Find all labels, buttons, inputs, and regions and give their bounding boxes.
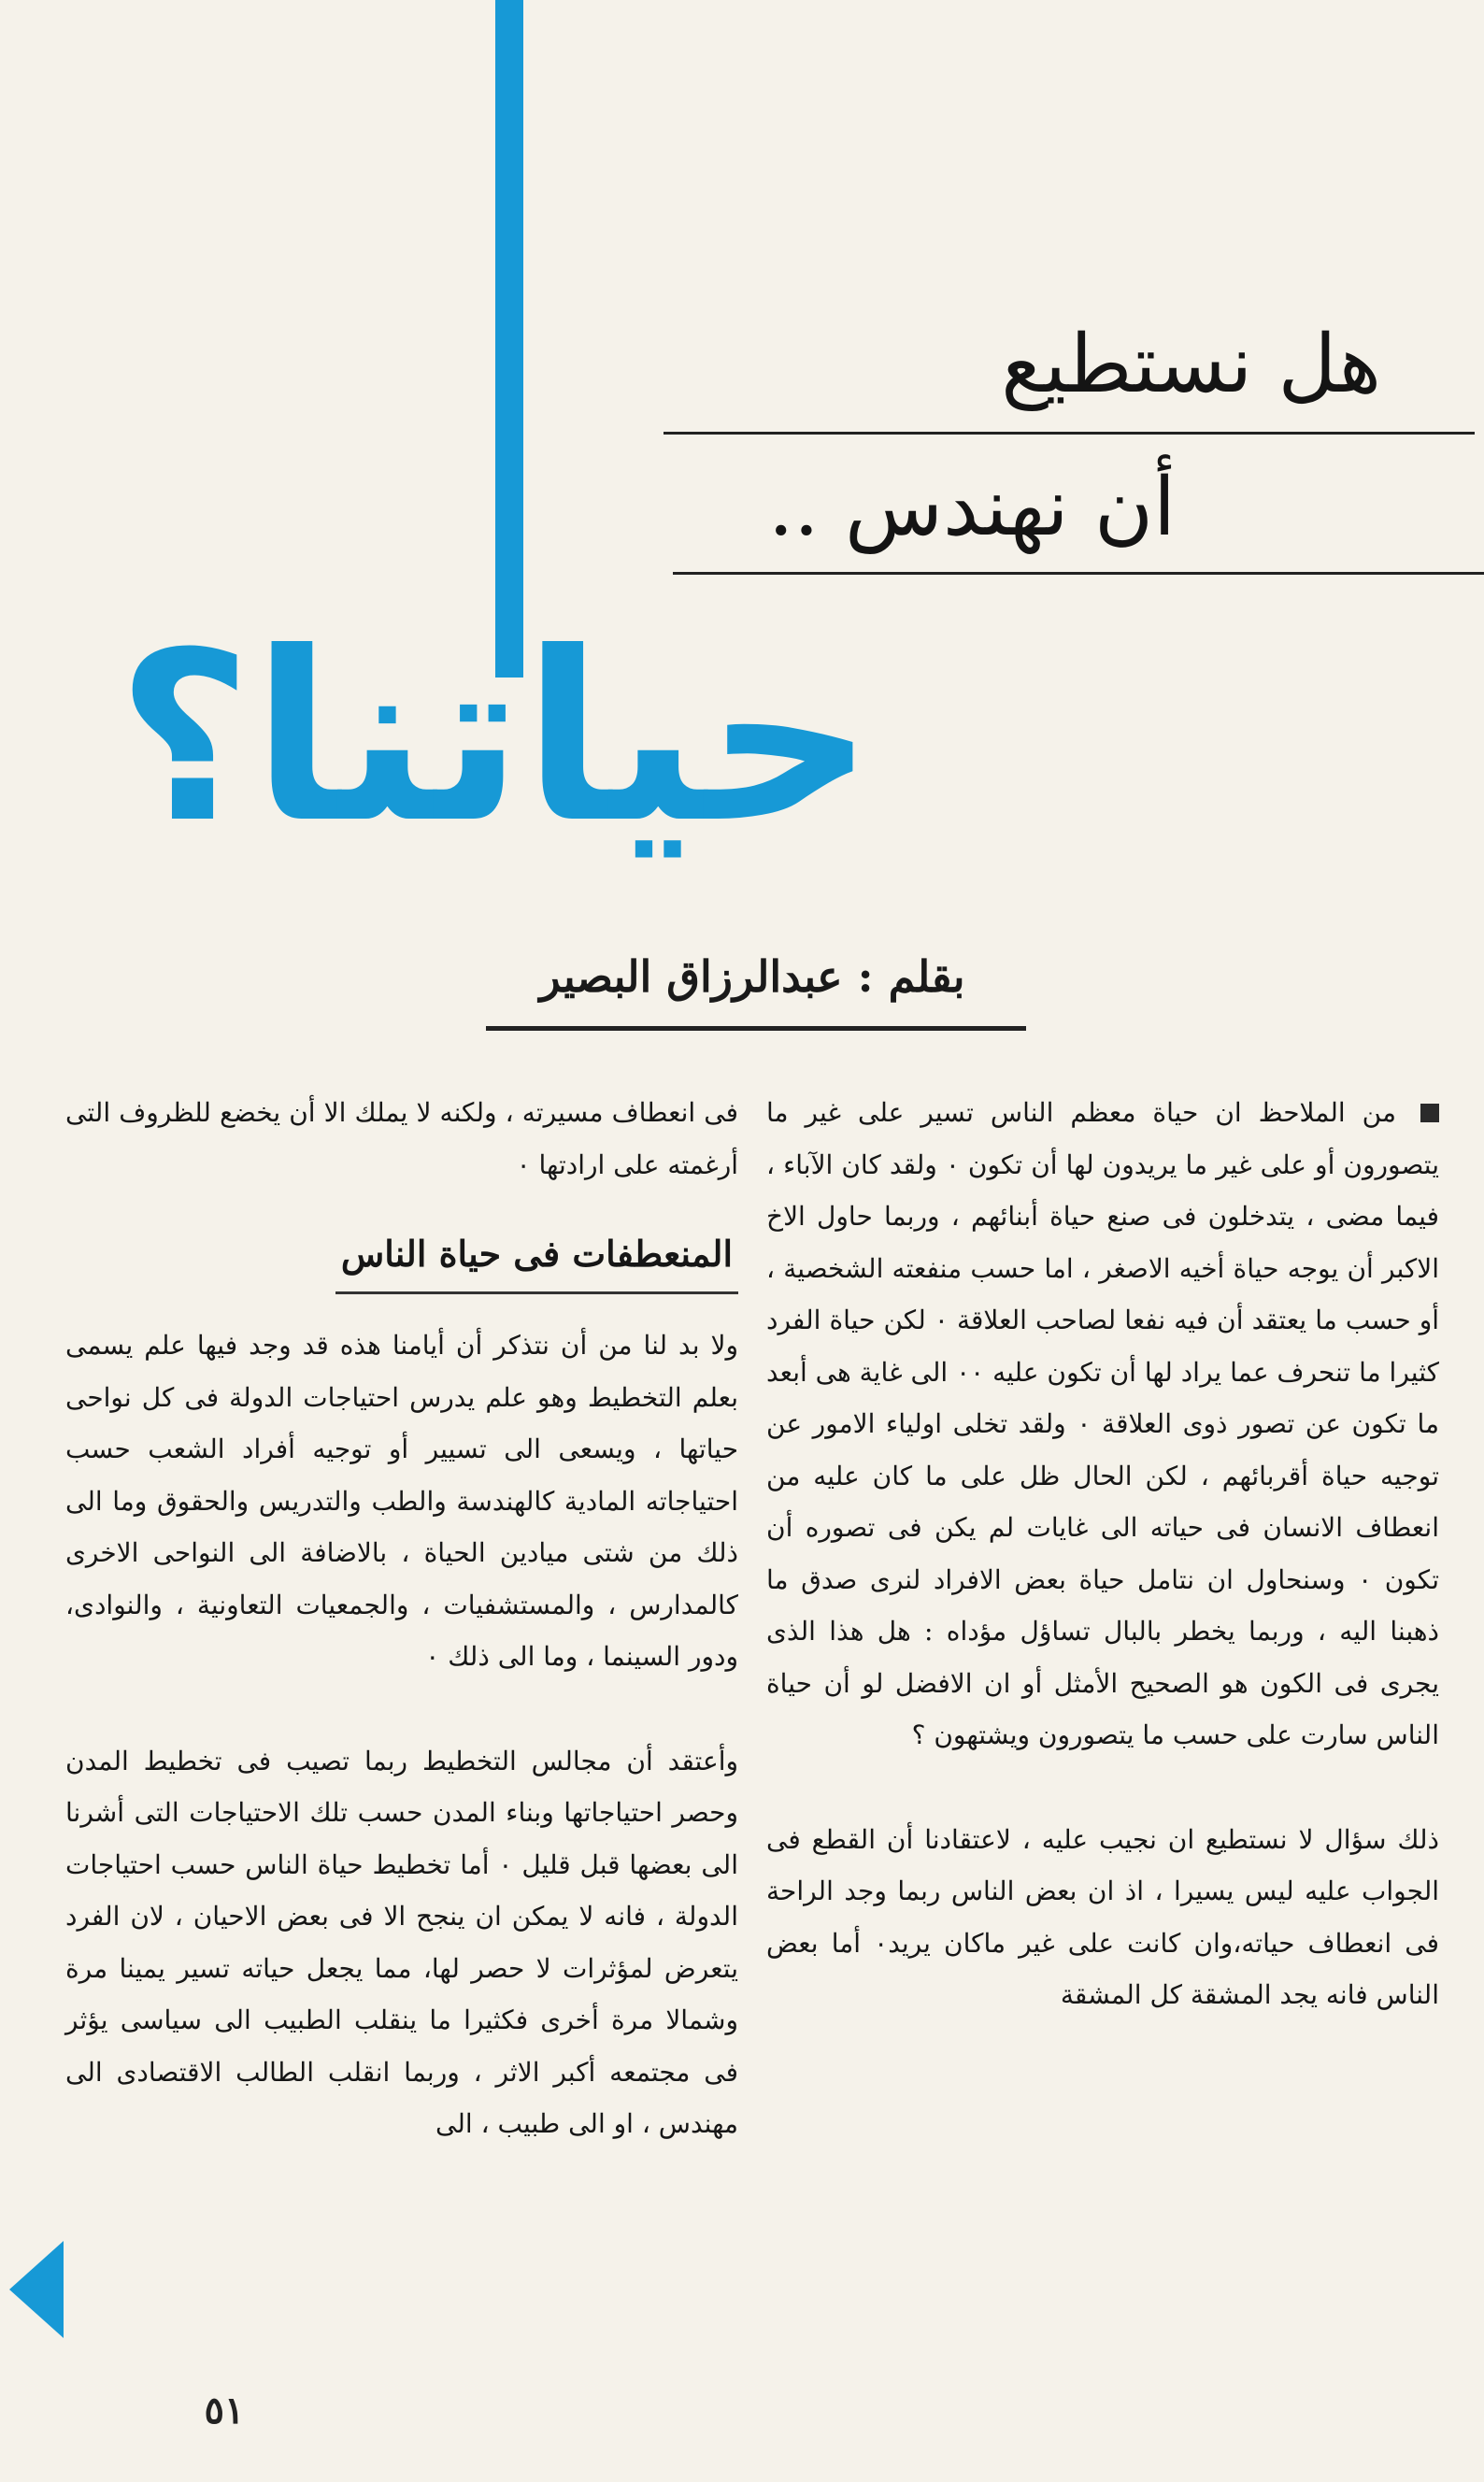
paragraph: وأعتقد أن مجالس التخطيط ربما تصيب فى تخطيط المدن وحصر احتياجاتها وبناء المدن حسب تلك الاحتياجات التى أشرنا الى بعضها قبل قليل ٠ أما تخطيط حياة الناس حسب احتياجات الدولة ، فانه لا يمكن ان ينجح الا فى بعض الاحيان ، لان الفرد يتعرض لمؤثرات لا حصر لها، مما يجعل حياته تسير يمينا مرة وشمالا مرة أخرى فكثيرا ما ينقلب الطبيب الى سياسى يؤثر فى مجتمعه أكبر الاثر ، وربما انقلب الطالب الاقتصادى الى مهندس ، او الى طبيب ، الى (65, 1745, 738, 2139)
title-line-1: هل نستطيع (1001, 318, 1381, 411)
left-arrow-icon (9, 2241, 64, 2338)
title-main-word: حياتنا؟ (116, 602, 875, 874)
decorative-blue-bar (495, 0, 523, 678)
title-line-2: أن نهندس .. (767, 461, 1176, 554)
paragraph: فى انعطاف مسيرته ، ولكنه لا يملك الا أن يخضع للظروف التى أرغمته على ارادتها ٠ (65, 1097, 738, 1180)
subheading-block (65, 1226, 738, 1306)
paragraph (766, 1087, 1439, 1762)
byline-underline (486, 1026, 1026, 1031)
title-rule-2 (673, 572, 1484, 575)
author-byline: بقلم : عبدالرزاق البصير (539, 951, 965, 1002)
section-subheading: المنعطفات فى حياة الناس (335, 1226, 738, 1294)
paragraph: ذلك سؤال لا نستطيع ان نجيب عليه ، لاعتقادنا أن القطع فى الجواب عليه ليس يسيرا ، اذ ان بعض الناس ربما وجد الراحة فى انعطاف حياته،وان كانت على غير ماكان يريد٠ أما بعض الناس فانه يجد المشقة كل المشقة (766, 1823, 1439, 2010)
left-text-column (65, 1087, 738, 2150)
paragraph-text: من الملاحظ ان حياة معظم الناس تسير على غير ما يتصورون أو على غير ما يريدون لها أن تكون ٠ ولقد كان الآباء ، فيما مضى ، يتدخلون فى صنع حياة أبنائهم ، وربما حاول الاخ الاكبر أن يوجه حياة أخيه الاصغر ، اما حسب منفعته الشخصية ، أو حسب ما يعتقد أن فيه نفعا لصاحب العلاقة ٠ لكن حياة الفرد كثيرا ما تنحرف عما يراد لها أن تكون عليه ٠٠ الى غاية هى أبعد ما تكون عن تصور ذوى العلاقة ٠ ولقد تخلى اولياء الامور عن توجيه حياة أقربائهم ، لكن الحال ظل على ما كان عليه من انعطاف الانسان فى حياته الى غايات لم يكن فى تصوره أن تكون ٠ وسنحاول ان نتامل حياة بعض الافراد لنرى صدق ما ذهبنا اليه ، وربما يخطر بالبال تساؤل مؤداه : هل هذا الذى يجرى فى الكون هو الصحيح الأمثل أو ان الافضل لو أن حياة الناس سارت على حسب ما يتصورون ويشتهون ؟ (765, 1097, 1440, 1750)
title-rule-1 (664, 432, 1475, 435)
right-text-column (766, 1087, 1439, 2021)
page-number: ٥١ (204, 2389, 245, 2432)
square-bullet-icon (1420, 1104, 1439, 1122)
paragraph: ولا بد لنا من أن نتذكر أن أيامنا هذه قد وجد فيها علم يسمى بعلم التخطيط وهو علم يدرس احتياجات الدولة فى كل نواحى حياتها ، ويسعى الى تسيير أو توجيه أفراد الشعب حسب احتياجاته المادية كالهندسة والطب والتدريس والحقوق وما الى ذلك من شتى ميادين الحياة ، بالاضافة الى النواحى الاخرى كالمدارس ، والمستشفيات ، والجمعيات التعاونية ، والنوادى، ودور السينما ، وما الى ذلك ٠ (65, 1330, 738, 1672)
